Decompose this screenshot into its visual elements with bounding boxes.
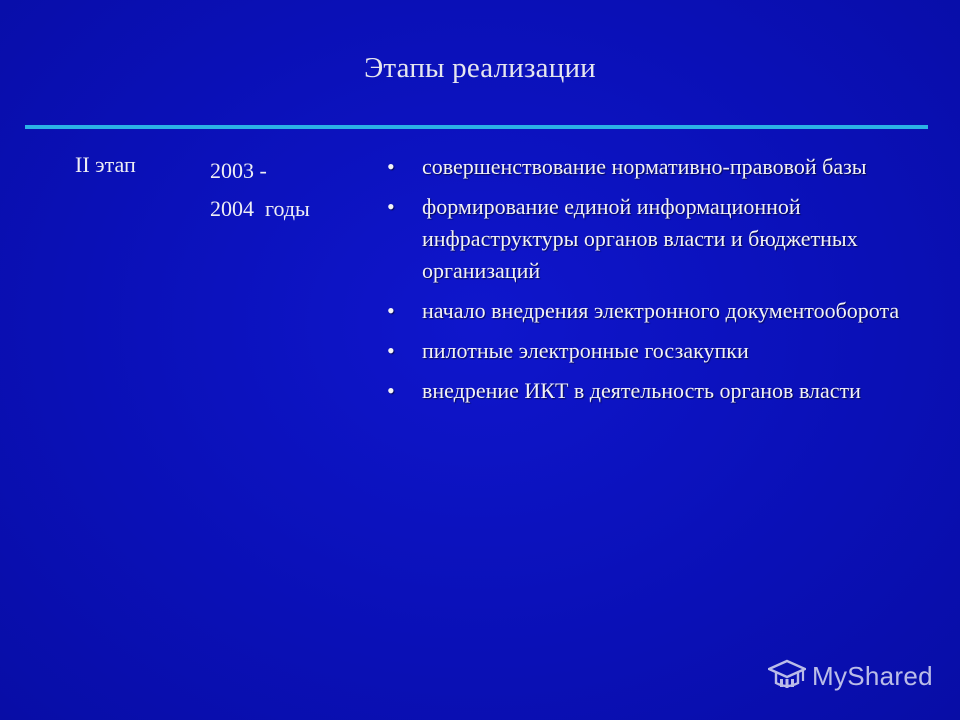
bullet-text: начало внедрения электронного документооборота <box>422 298 900 323</box>
bullet-icon: • <box>387 298 395 323</box>
watermark <box>768 656 933 696</box>
mortarboard-icon <box>768 659 806 693</box>
bullet-list <box>387 151 927 415</box>
bullet-item <box>387 375 927 407</box>
bullet-item <box>387 191 927 287</box>
bullet-text: формирование единой информационной инфраструктуры органов власти и бюджетных организаций <box>422 194 858 283</box>
stage-years <box>210 152 310 228</box>
slide-title: Этапы реализации <box>364 52 596 84</box>
stage-label: II этап <box>75 152 136 177</box>
bullet-item <box>387 151 927 183</box>
bullet-text: пилотные электронные госзакупки <box>422 338 749 363</box>
years-line-2: 2004 годы <box>210 196 310 221</box>
bullet-text: совершенствование нормативно-правовой базы <box>422 154 867 179</box>
watermark-text: MyShared <box>812 660 933 691</box>
bullet-text: внедрение ИКТ в деятельность органов власти <box>422 378 861 403</box>
title-divider <box>25 125 928 129</box>
bullet-icon: • <box>387 378 395 403</box>
bullet-icon: • <box>387 154 395 179</box>
years-line-1: 2003 - <box>210 158 267 183</box>
bullet-icon: • <box>387 194 395 219</box>
bullet-icon: • <box>387 338 395 363</box>
bullet-item <box>387 295 927 327</box>
bullet-item <box>387 335 927 367</box>
